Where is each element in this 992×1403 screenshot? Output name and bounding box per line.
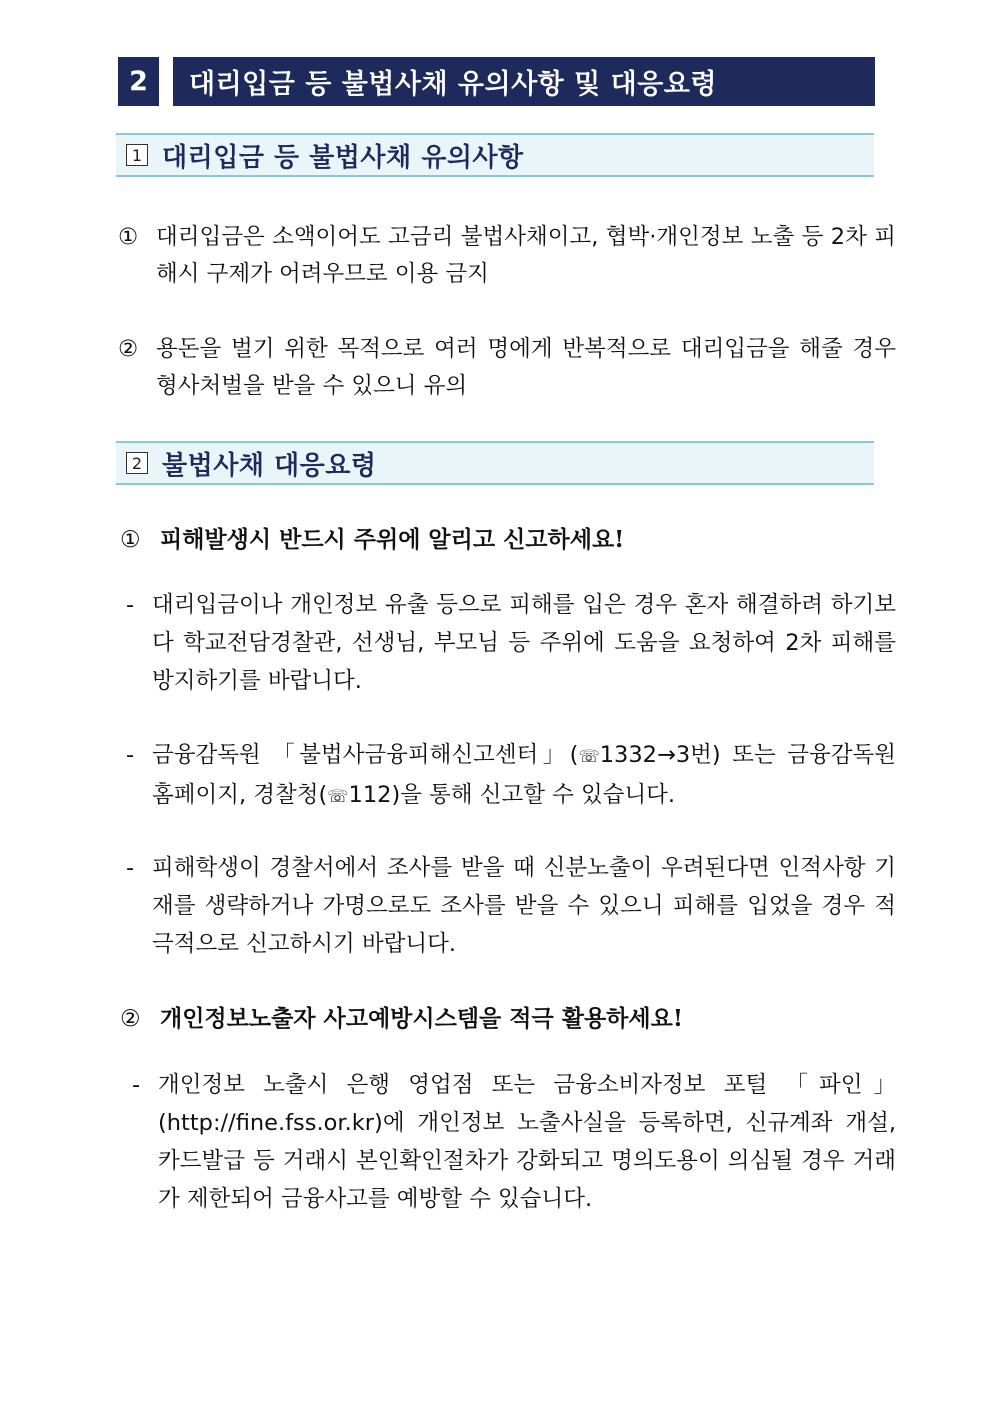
dash-marker: - <box>126 742 135 768</box>
item-text <box>152 736 896 816</box>
item-marker: ① <box>118 224 139 250</box>
subheading-marker: ② <box>120 1006 141 1032</box>
list-item <box>126 736 896 816</box>
dash-marker: - <box>126 855 135 881</box>
text-part: 금융감독원 「불법사금융피해신고센터」( <box>152 742 579 768</box>
subheading-title: 개인정보노출자 사고예방시스템을 적극 활용하세요! <box>160 1005 683 1032</box>
item-text: 대리입금이나 개인정보 유출 등으로 피해를 입은 경우 혼자 해결하려 하기보다 학교전담경찰관, 선생님, 부모님 등 주위에 도움을 요청하여 2차 피해를 방지하기를 바랍니다. <box>152 592 896 694</box>
phone-icon: ☏ <box>578 747 600 767</box>
item-text: 대리입금은 소액이어도 고금리 불법사채이고, 협박·개인정보 노출 등 2차 피해시 구제가 어려우므로 이용 금지 <box>156 224 896 287</box>
section-2-header <box>116 441 874 485</box>
section-1-number: 1 <box>126 144 148 166</box>
phone-icon: ☏ <box>327 787 349 807</box>
section-1-header <box>116 133 874 177</box>
text-part: 1332→3번) 또는 금융감독원 홈페이지, 경찰청( <box>152 742 896 808</box>
main-header-number: 2 <box>118 57 159 106</box>
section-2-title: 불법사채 대응요령 <box>162 450 377 481</box>
subheading-title: 피해발생시 반드시 주위에 알리고 신고하세요! <box>160 526 625 553</box>
list-item <box>118 219 896 293</box>
item-text: 개인정보 노출시 은행 영업점 또는 금융소비자정보 포털 「파인」(http://fine.fss.or.kr)에 개인정보 노출사실을 등록하면, 신규계좌 개설, 카드발급 등 거래시 본인확인절차가 강화되고 명의도용이 의심될 경우 거래가 제한되어 금융사고를 예방할 수 있습니다. <box>158 1072 896 1212</box>
subheading-1 <box>120 521 624 554</box>
main-header <box>118 57 875 106</box>
dash-marker: - <box>132 1072 141 1098</box>
item-text: 용돈을 벌기 위한 목적으로 여러 명에게 반복적으로 대리입금을 해줄 경우 형사처벌을 받을 수 있으니 유의 <box>156 336 896 399</box>
main-header-title: 대리입금 등 불법사채 유의사항 및 대응요령 <box>173 57 875 106</box>
item-marker: ② <box>118 336 139 362</box>
dash-marker: - <box>126 592 135 618</box>
section-2-number: 2 <box>126 452 148 474</box>
list-item <box>132 1066 896 1218</box>
subheading-2 <box>120 1000 683 1033</box>
list-item <box>126 586 896 700</box>
list-item <box>126 849 896 963</box>
section-1-title: 대리입금 등 불법사채 유의사항 <box>162 142 524 173</box>
list-item <box>118 331 896 405</box>
text-part: 112)을 통해 신고할 수 있습니다. <box>348 782 676 808</box>
subheading-marker: ① <box>120 527 141 553</box>
item-text: 피해학생이 경찰서에서 조사를 받을 때 신분노출이 우려된다면 인적사항 기재를 생략하거나 가명으로도 조사를 받을 수 있으니 피해를 입었을 경우 적극적으로 신고하시기 바랍니다. <box>152 855 896 957</box>
